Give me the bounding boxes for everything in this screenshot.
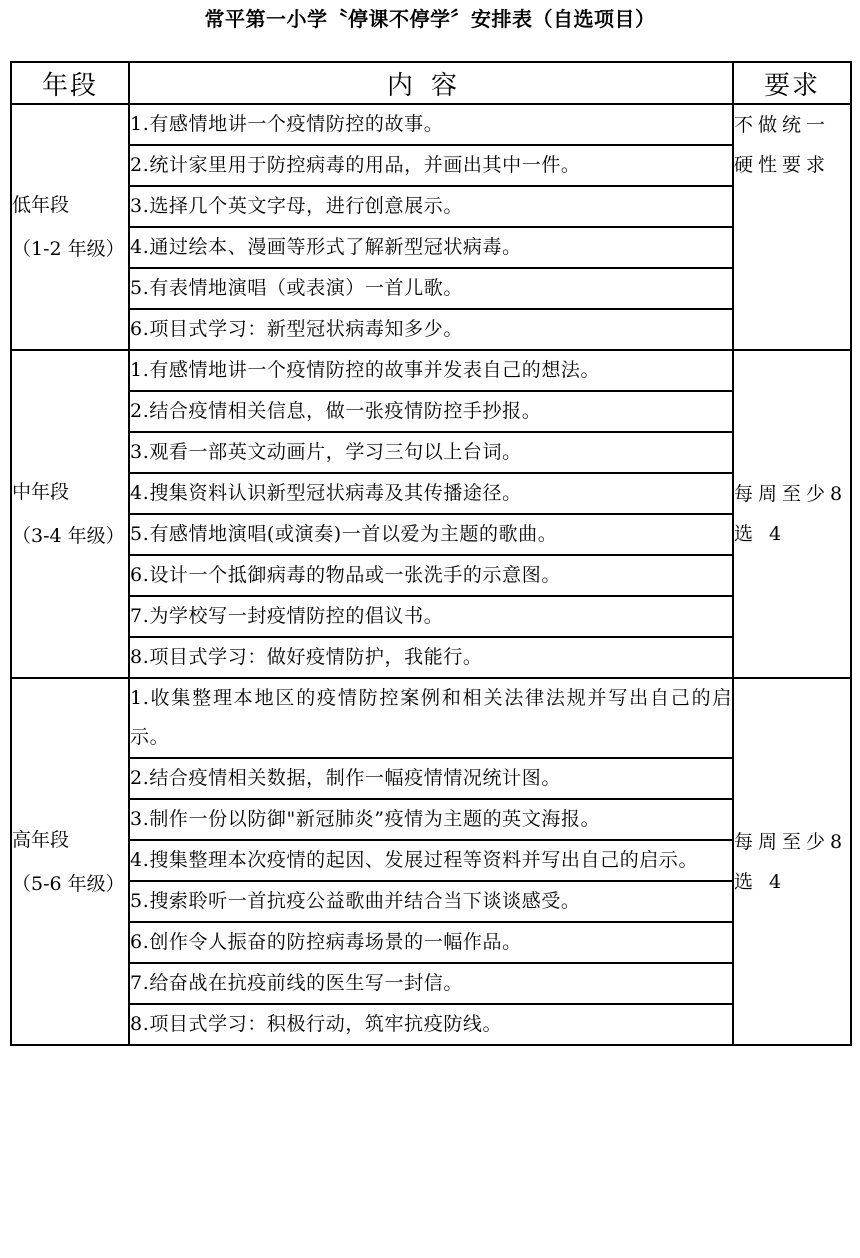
list-item: 3.制作一份以防御"新冠肺炎”疫情为主题的英文海报。 (129, 799, 733, 840)
list-item: 4.通过绘本、漫画等形式了解新型冠状病毒。 (129, 227, 733, 268)
table-row (11, 799, 851, 840)
list-item: 7.给奋战在抗疫前线的医生写一封信。 (129, 963, 733, 1004)
list-item: 1.有感情地讲一个疫情防控的故事。 (129, 104, 733, 145)
page-title: 常平第一小学〝停课不停学〞安排表（自选项目） (204, 7, 656, 31)
requirement-cell-high: 每周至少8 选 4 (733, 678, 851, 1045)
list-item: 5.有表情地演唱（或表演）一首儿歌。 (129, 268, 733, 309)
table-row (11, 840, 851, 881)
table-row (11, 678, 851, 758)
segment-name: 中年段 (12, 481, 70, 503)
segment-grade: （3-4 年级） (12, 525, 125, 547)
list-item: 1.有感情地讲一个疫情防控的故事并发表自己的想法。 (129, 350, 733, 391)
list-item: 4.搜集整理本次疫情的起因、发展过程等资料并写出自己的启示。 (129, 840, 733, 881)
list-item: 8.项目式学习：积极行动，筑牢抗疫防线。 (129, 1004, 733, 1045)
table-row (11, 1004, 851, 1045)
list-item: 3.选择几个英文字母，进行创意展示。 (129, 186, 733, 227)
header-requirement: 要求 (733, 62, 851, 104)
segment-cell-mid (11, 350, 129, 678)
table-row (11, 963, 851, 1004)
header-content: 内容 (129, 62, 733, 104)
list-item: 6.项目式学习：新型冠状病毒知多少。 (129, 309, 733, 350)
list-item: 1.收集整理本地区的疫情防控案例和相关法律法规并写出自己的启示。 (129, 678, 733, 758)
table-row (11, 350, 851, 391)
requirement-cell-low: 不做统一硬性要求 (733, 104, 851, 350)
table-row (11, 514, 851, 555)
table-row (11, 432, 851, 473)
list-item: 3.观看一部英文动画片，学习三句以上台词。 (129, 432, 733, 473)
list-item: 7.为学校写一封疫情防控的倡议书。 (129, 596, 733, 637)
list-item: 8.项目式学习：做好疫情防护，我能行。 (129, 637, 733, 678)
requirement-cell-mid: 每周至少8 选 4 (733, 350, 851, 678)
table-row (11, 104, 851, 145)
table-row (11, 186, 851, 227)
table-row (11, 637, 851, 678)
header-segment: 年段 (11, 62, 129, 104)
table-row (11, 391, 851, 432)
segment-grade: （5-6 年级） (12, 872, 125, 895)
table-row (11, 922, 851, 963)
segment-grade: （1-2 年级） (12, 238, 125, 260)
table-row (11, 758, 851, 799)
list-item: 5.有感情地演唱(或演奏)一首以爱为主题的歌曲。 (129, 514, 733, 555)
list-item: 6.设计一个抵御病毒的物品或一张洗手的示意图。 (129, 555, 733, 596)
list-item: 5.搜索聆听一首抗疫公益歌曲并结合当下谈谈感受。 (129, 881, 733, 922)
segment-cell-high (11, 678, 129, 1045)
list-item: 2.结合疫情相关信息，做一张疫情防控手抄报。 (129, 391, 733, 432)
table-row (11, 309, 851, 350)
segment-name: 高年段 (12, 828, 70, 851)
list-item: 2.结合疫情相关数据，制作一幅疫情情况统计图。 (129, 758, 733, 799)
list-item: 2.统计家里用于防控病毒的用品，并画出其中一件。 (129, 145, 733, 186)
schedule-table (10, 61, 852, 1046)
table-row (11, 227, 851, 268)
list-item: 6.创作令人振奋的防控病毒场景的一幅作品。 (129, 922, 733, 963)
table-row (11, 473, 851, 514)
table-row (11, 881, 851, 922)
table-row (11, 555, 851, 596)
table-row (11, 268, 851, 309)
table-row (11, 145, 851, 186)
header-row (11, 62, 851, 104)
segment-cell-low (11, 104, 129, 350)
table-row (11, 596, 851, 637)
segment-name: 低年段 (12, 194, 70, 216)
list-item: 4.搜集资料认识新型冠状病毒及其传播途径。 (129, 473, 733, 514)
